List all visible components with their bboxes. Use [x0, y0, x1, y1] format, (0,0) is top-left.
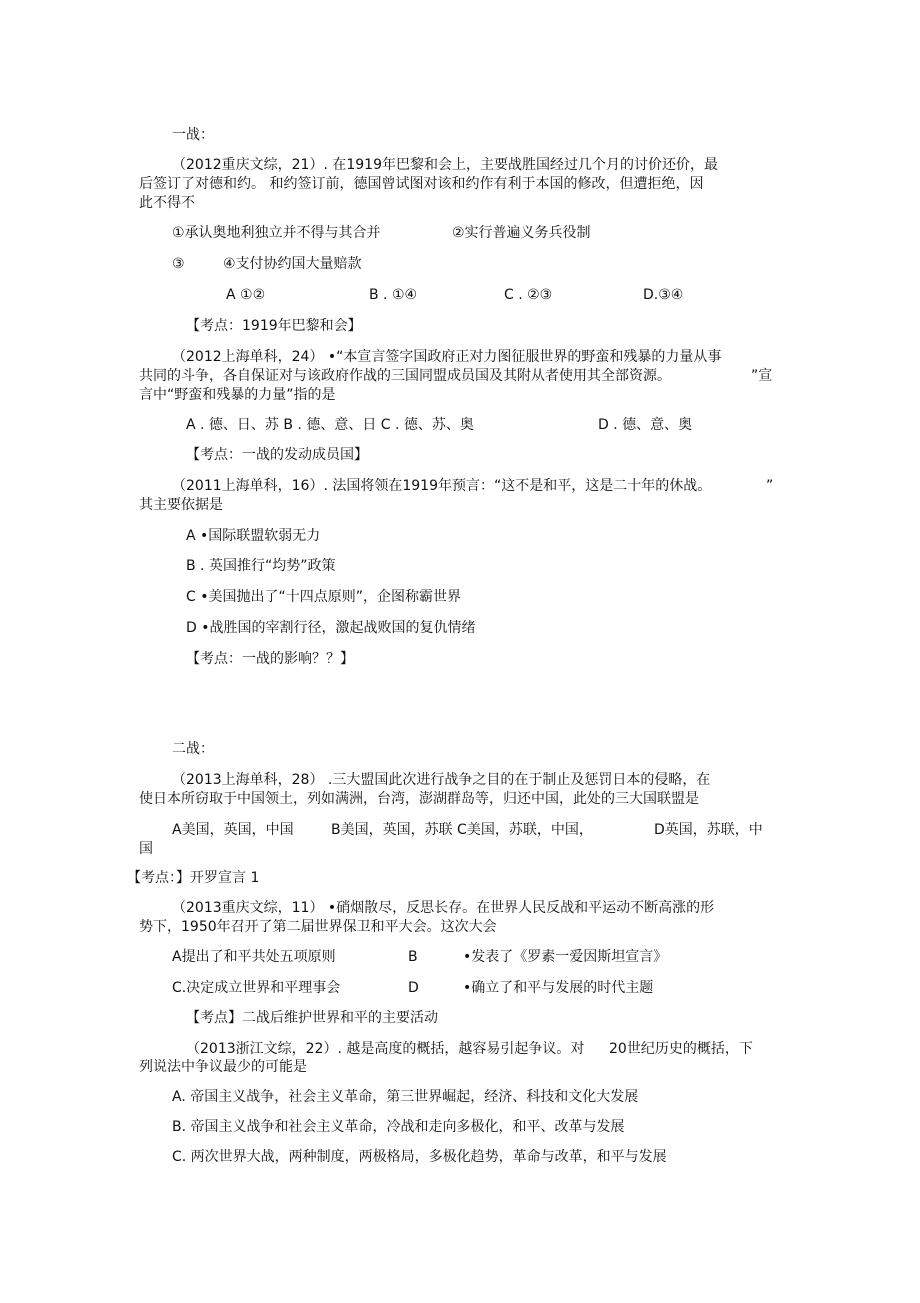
key-point-note: 【考点：一战的发动成员国】 — [186, 447, 368, 463]
option-b: •发表了《罗素一爱因斯坦宣言》 — [463, 949, 668, 965]
option-c: C.决定成立世界和平理事会 — [172, 980, 341, 996]
option-d: •确立了和平与发展的时代主题 — [463, 980, 654, 996]
question-text: ” — [766, 478, 774, 494]
question-text: ”宣 — [751, 368, 773, 384]
key-point-note: 【考点：】开罗宣言 1 — [127, 870, 260, 886]
question-text: （2013上海单科，28） .三大盟国此次进行战争之目的在于制止及惩罚日本的侵略，在 — [172, 772, 711, 788]
statement-item: ①承认奥地利独立并不得与其合并 — [172, 225, 381, 241]
key-point-note: 【考点：一战的影响？？】 — [186, 651, 354, 667]
option-d: D.③④ — [643, 287, 684, 303]
question-text: 言中“野蛮和残暴的力量”指的是 — [139, 387, 336, 403]
option-a: A美国，英国，中国 — [172, 822, 294, 838]
statement-item: ②实行普遍义务兵役制 — [452, 225, 591, 241]
option-c: C. 两次世界大战，两种制度，两极格局，多极化趋势，革命与改革，和平与发展 — [172, 1149, 667, 1165]
option-d: D . 德、意、奥 — [598, 417, 693, 433]
option-c: C . ②③ — [504, 287, 553, 303]
option-b: B . ①④ — [369, 287, 418, 303]
option-a: A. 帝国主义战争，社会主义革命，第三世界崛起，经济、科技和文化大发展 — [172, 1089, 639, 1105]
options-abc: A . 德、日、苏 B . 德、意、日 C . 德、苏、奥 — [186, 417, 474, 433]
question-text: （2012上海单科，24） •“本宣言签字国政府正对力图征服世界的野蛮和残暴的力量从事 — [172, 349, 722, 365]
question-text: （2011上海单科，16）. 法国将领在1919年预言：“这不是和平，这是二十年的休战。 — [172, 478, 712, 494]
statement-item: ③ — [172, 256, 185, 272]
option-b-letter: B — [408, 949, 418, 965]
question-text: （2012重庆文综，21）. 在1919年巴黎和会上，主要战胜国经过几个月的讨价还价，最 — [172, 157, 718, 173]
question-text: 其主要依据是 — [139, 497, 223, 513]
option-b: B . 英国推行“均势”政策 — [186, 558, 336, 574]
question-text: 列说法中争议最少的可能是 — [139, 1059, 307, 1075]
question-text: 20世纪历史的概括，下 — [609, 1041, 753, 1057]
option-d: D •战胜国的宰割行径，激起战败国的复仇情绪 — [186, 620, 476, 636]
option-d: D英国，苏联，中 — [654, 822, 763, 838]
question-text: 共同的斗争，各自保证对与该政府作战的三国同盟成员国及其附从者使用其全部资源。 — [139, 368, 671, 384]
option-a: A •国际联盟软弱无力 — [186, 528, 321, 544]
question-text: 后签订了对德和约。 和约签订前，德国曾试图对该和约作有利于本国的修改，但遭拒绝，因 — [139, 176, 704, 192]
option-c: C •美国抛出了“十四点原则”，企图称霸世界 — [186, 589, 461, 605]
section-heading-ww2: 二战： — [172, 741, 214, 757]
section-heading-ww1: 一战： — [172, 127, 214, 143]
question-text: 使日本所窃取于中国领土，列如满洲，台湾，澎湖群岛等，归还中国，此处的三大国联盟是 — [139, 791, 699, 807]
option-b: B. 帝国主义战争和社会主义革命，冷战和走向多极化，和平、改革与发展 — [172, 1119, 625, 1135]
question-text: （2013浙江文综，22）. 越是高度的概括，越容易引起争议。对 — [186, 1041, 585, 1057]
statement-item: ④支付协约国大量赔款 — [223, 256, 362, 272]
question-text: （2013重庆文综，11） •硝烟散尽，反思长存。在世界人民反战和平运动不断高涨的形 — [172, 900, 715, 916]
key-point-note: 【考点】二战后维护世界和平的主要活动 — [186, 1010, 438, 1026]
question-text: 势下，1950年召开了第二届世界保卫和平大会。这次大会 — [139, 919, 497, 935]
key-point-note: 【考点：1919年巴黎和会】 — [186, 318, 362, 334]
option-d-letter: D — [408, 980, 419, 996]
option-d-wrap: 国 — [139, 841, 153, 857]
option-a: A ①② — [226, 287, 266, 303]
option-a: A提出了和平共处五项原则 — [172, 949, 336, 965]
options-bc: B美国，英国，苏联 C美国，苏联，中国， — [331, 822, 593, 838]
question-text: 此不得不 — [139, 195, 195, 211]
